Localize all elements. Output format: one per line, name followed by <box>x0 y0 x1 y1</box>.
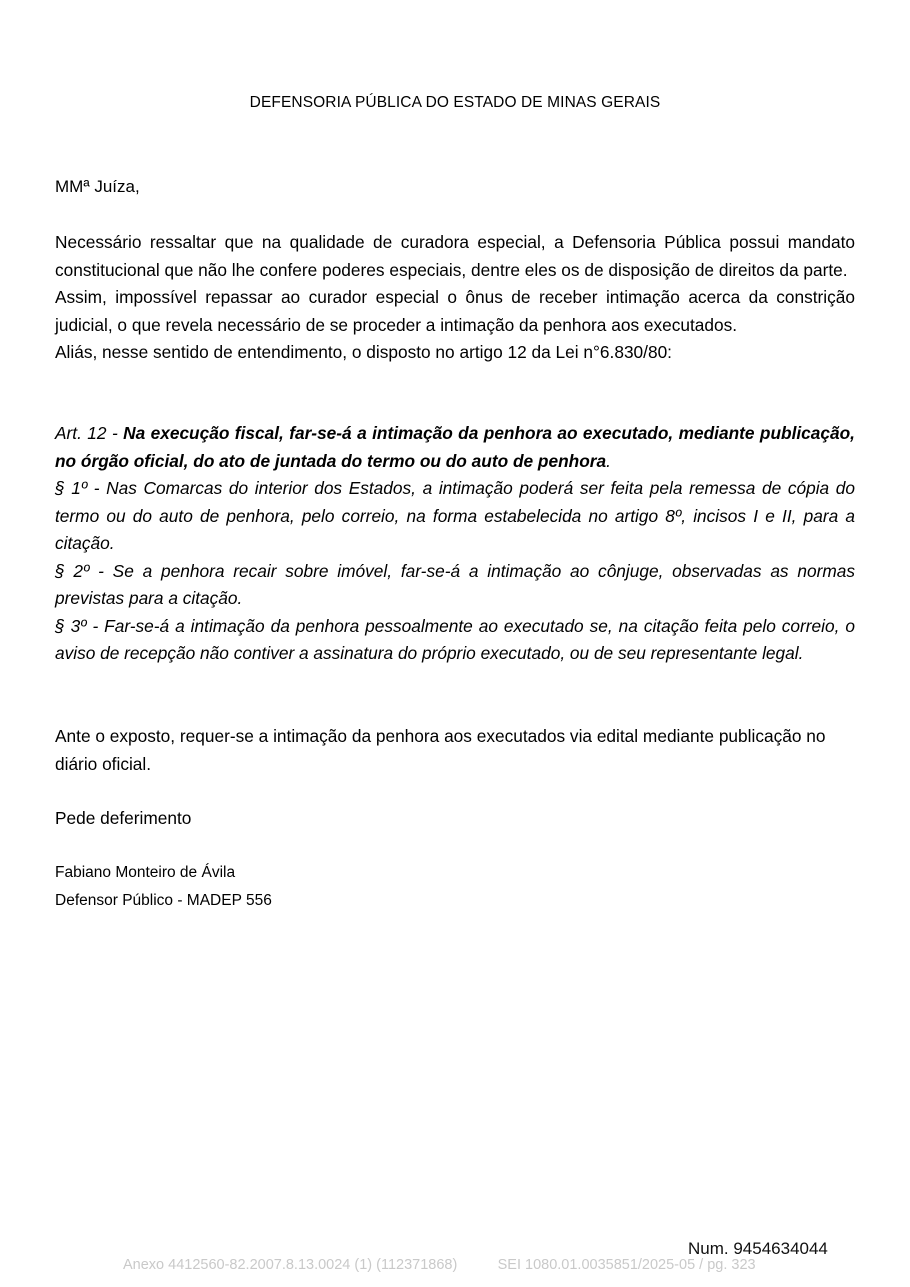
law-paragraph-3: § 3º - Far-se-á a intimação da penhora pessoalmente ao executado se, na citação feita pelo correio, o aviso de recepção não contiver a assinatura do próprio executado, ou de seu representante legal. <box>55 615 855 663</box>
law-article-prefix: Art. 12 - <box>55 423 124 443</box>
intro-section <box>55 229 855 367</box>
law-article-text: Na execução fiscal, far-se-á a intimação da penhora ao executado, mediante publicação, no órgão oficial, do ato de juntada do termo ou do auto de penhora <box>55 423 855 471</box>
law-paragraph-2: § 2º - Se a penhora recair sobre imóvel, far-se-á a intimação ao cônjuge, observadas as normas previstas para a citação. <box>55 560 855 608</box>
footer-annex-reference: Anexo 4412560-82.2007.8.13.0024 (1) (112371868) <box>123 1257 458 1273</box>
closing-text: Pede deferimento <box>55 808 192 828</box>
salutation: MMª Juíza, <box>55 177 140 196</box>
request-paragraph: Ante o exposto, requer-se a intimação da penhora aos executados via edital mediante publicação no diário oficial. <box>55 726 826 774</box>
law-article-12 <box>55 420 855 475</box>
intro-paragraph-2: Assim, impossível repassar ao curador especial o ônus de receber intimação acerca da constrição judicial, o que revela necessário de se proceder a intimação da penhora aos executados. <box>55 287 855 335</box>
law-quote <box>55 420 855 668</box>
intro-paragraph-1: Necessário ressaltar que na qualidade de curadora especial, a Defensoria Pública possui mandato constitucional que não lhe confere poderes especiais, dentre eles os de disposição de direitos da parte. <box>55 232 855 280</box>
law-paragraph-1: § 1º - Nas Comarcas do interior dos Estados, a intimação poderá ser feita pela remessa de cópia do termo ou do auto de penhora, pelo correio, na forma estabelecida no artigo 8º, incisos I e II, para a citação. <box>55 478 855 553</box>
page-footer <box>123 1257 756 1273</box>
footer-sei-reference: SEI 1080.01.0035851/2025-05 / pg. 323 <box>497 1257 756 1273</box>
document-header: DEFENSORIA PÚBLICA DO ESTADO DE MINAS GERAIS <box>249 94 661 111</box>
document-number: Num. 9454634044 <box>688 1239 828 1258</box>
signature-name: Fabiano Monteiro de Ávila <box>55 864 236 881</box>
signature-role: Defensor Público - MADEP 556 <box>55 892 272 909</box>
intro-paragraph-3: Aliás, nesse sentido de entendimento, o disposto no artigo 12 da Lei n°6.830/80: <box>55 342 672 362</box>
law-article-suffix: . <box>606 450 611 471</box>
